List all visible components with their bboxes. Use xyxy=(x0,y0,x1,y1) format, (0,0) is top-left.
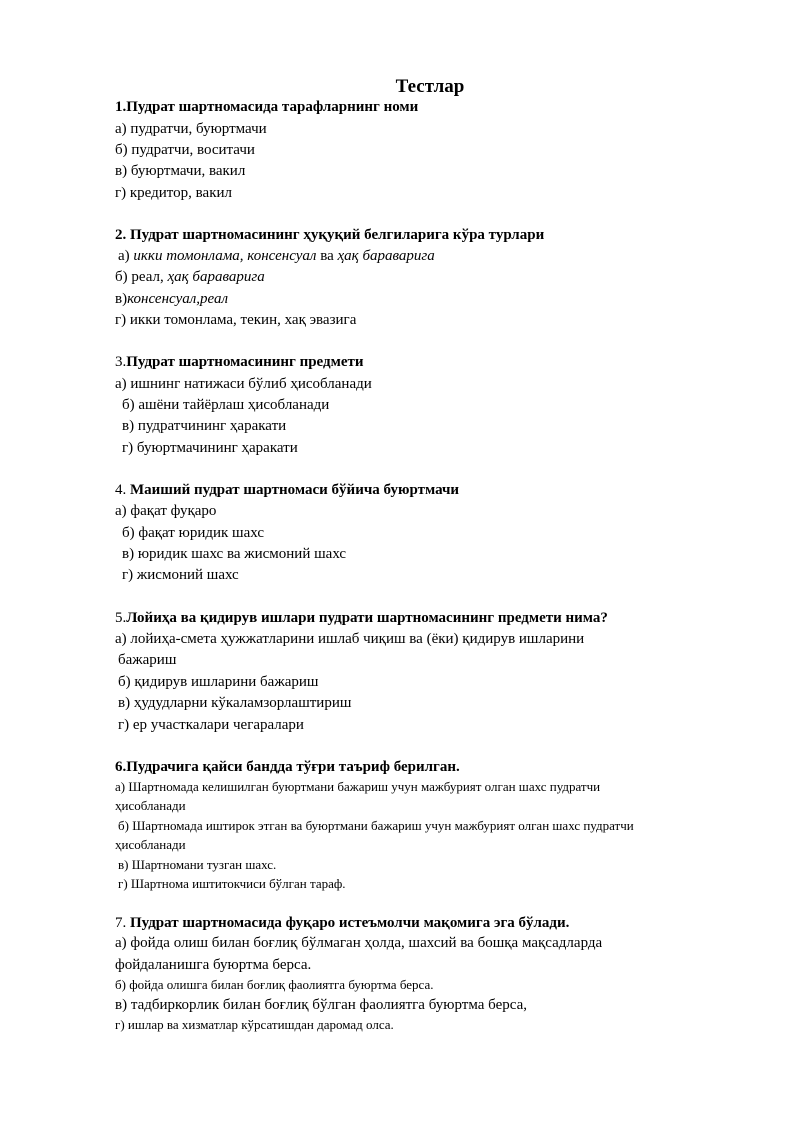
q6-option-a: а) Шартномада келишилган буюртмани бажариш учун мажбурият олган шахс пудратчи xyxy=(115,779,601,794)
q2-option-b-italic: ҳақ бараварига xyxy=(167,269,265,285)
q2-option-a-mid: ва xyxy=(320,248,334,264)
page-title: Тестлар xyxy=(395,76,465,97)
q6-option-d: г) Шартнома иштитокчиси бўлган тараф. xyxy=(118,876,346,891)
q3-number: 3. xyxy=(115,354,127,370)
question-6: 6.Пудрачига қайси бандда тўғри таъриф берилган. xyxy=(115,759,460,775)
q3-text: Пудрат шартномасининг предмети xyxy=(126,354,364,370)
q7-number: 7. xyxy=(115,915,127,931)
q3-option-c: в) пудратчининг ҳаракати xyxy=(122,418,287,434)
q5-option-c: в) ҳудудларни кўкаламзорлаштириш xyxy=(118,695,352,711)
q3-option-a: а) ишнинг натижаси бўлиб ҳисобланади xyxy=(115,376,372,392)
question-2: 2. Пудрат шартномасининг ҳуқуқий белгиларига кўра турлари xyxy=(115,227,545,243)
q5-option-b: б) қидирув ишларини бажариш xyxy=(118,674,319,690)
question-5 xyxy=(115,610,608,627)
q7-option-c: в) тадбиркорлик билан боғлиқ бўлган фаолиятга буюртма берса, xyxy=(115,997,527,1013)
q2-option-a-italic-2: ҳақ бараварига xyxy=(337,248,435,264)
q7-option-d: г) ишлар ва хизматлар кўрсатишдан даромад олса. xyxy=(115,1017,394,1032)
q2-option-a-italic-1: икки томонлама, консенсуал xyxy=(133,248,317,264)
question-1: 1.Пудрат шартномасида тарафларнинг номи xyxy=(115,99,419,115)
q5-text: Лойиҳа ва қидирув ишлари пудрати шартномасининг предмети нима? xyxy=(126,610,608,626)
q4-option-d: г) жисмоний шахс xyxy=(122,567,239,583)
q5-option-a-continued: бажариш xyxy=(118,652,177,668)
q5-option-d: г) ер участкалари чегаралари xyxy=(118,717,304,733)
q7-option-a-continued: фойдаланишга буюртма берса. xyxy=(115,957,312,973)
q4-option-a: а) фақат фуқаро xyxy=(115,503,217,519)
q2-option-c-prefix: в) xyxy=(115,291,128,307)
q6-option-a-continued: ҳисобланади xyxy=(115,798,186,813)
q2-option-c xyxy=(115,291,228,308)
q4-text: Маиший пудрат шартномаси бўйича буюртмачи xyxy=(130,482,460,498)
q6-option-b: б) Шартномада иштирок этган ва буюртмани бажариш учун мажбурият олган шахс пудратчи xyxy=(118,818,634,833)
q6-option-b-continued: ҳисобланади xyxy=(115,837,186,852)
q7-option-b: б) фойда олишга билан боғлиқ фаолиятга буюртма берса. xyxy=(115,977,434,992)
question-7 xyxy=(115,915,569,932)
q2-option-a-prefix: а) xyxy=(118,248,130,264)
question-3 xyxy=(115,354,364,371)
q6-option-c: в) Шартномани тузган шахс. xyxy=(118,857,277,872)
q7-text: Пудрат шартномасида фуқаро истеъмолчи мақомига эга бўлади. xyxy=(130,915,570,931)
q1-option-b: б) пудратчи, воситачи xyxy=(115,142,255,158)
q5-option-a: а) лойиҳа-смета ҳужжатларини ишлаб чиқиш ва (ёки) қидирув ишларини xyxy=(115,631,585,647)
question-4 xyxy=(115,482,459,499)
q1-option-d: г) кредитор, вакил xyxy=(115,185,233,201)
q4-option-c: в) юридик шахс ва жисмоний шахс xyxy=(122,546,347,562)
q2-option-b xyxy=(115,269,265,286)
q2-option-b-prefix: б) реал, xyxy=(115,269,164,285)
q1-option-a: а) пудратчи, буюртмачи xyxy=(115,121,267,137)
q3-option-d: г) буюртмачининг ҳаракати xyxy=(122,440,298,456)
q7-option-a: а) фойда олиш билан боғлиқ бўлмаган ҳолда, шахсий ва бошқа мақсадларда xyxy=(115,935,603,951)
q4-number: 4. xyxy=(115,482,127,498)
q2-option-d: г) икки томонлама, текин, хақ эвазига xyxy=(115,312,357,328)
q1-option-c: в) буюртмачи, вакил xyxy=(115,163,246,179)
q5-number: 5. xyxy=(115,610,127,626)
q2-option-c-italic: консенсуал,реал xyxy=(127,291,229,307)
q3-option-b: б) ашёни тайёрлаш ҳисобланади xyxy=(122,397,330,413)
q2-option-a xyxy=(118,248,435,265)
q4-option-b: б) фақат юридик шахс xyxy=(122,525,264,541)
